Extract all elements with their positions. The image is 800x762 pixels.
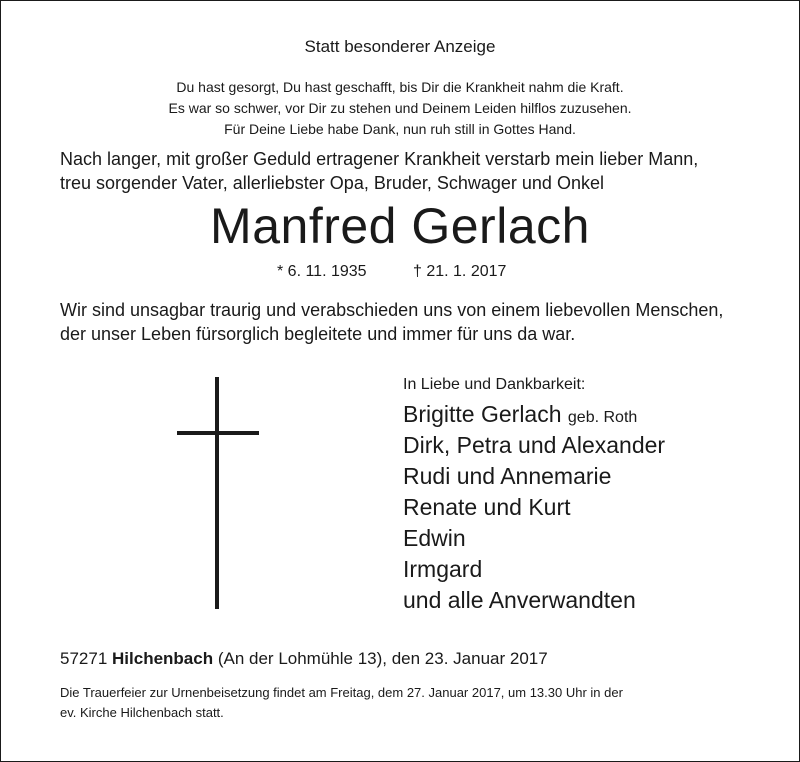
place-and-date <box>60 649 548 669</box>
mourner-entry: Rudi und Annemarie <box>403 463 612 489</box>
death-announcement <box>60 147 698 195</box>
birth-date: * 6. 11. 1935 <box>277 263 367 280</box>
tribute-line: Wir sind unsagbar traurig und verabschieden uns von einem liebevollen Menschen, <box>60 300 724 320</box>
deceased-name: Manfred Gerlach <box>210 198 590 254</box>
cross-horizontal-beam <box>177 431 259 435</box>
town: Hilchenbach <box>112 649 214 668</box>
poem-line: Du hast gesorgt, Du hast geschafft, bis Dir die Krankheit nahm die Kraft. <box>176 79 624 95</box>
poem-line: Für Deine Liebe habe Dank, nun ruh still in Gottes Hand. <box>224 121 576 137</box>
funeral-info-line: ev. Kirche Hilchenbach statt. <box>60 705 224 720</box>
mourner-entry: Dirk, Petra und Alexander <box>403 432 666 458</box>
funeral-info <box>60 683 623 723</box>
poem-line: Es war so schwer, vor Dir zu stehen und Deinem Leiden hilflos zuzusehen. <box>168 100 632 116</box>
mourner-entry: und alle Anverwandten <box>403 587 636 613</box>
mourners-lead: In Liebe und Dankbarkeit: <box>403 376 586 393</box>
announcement-line: Nach langer, mit großer Geduld ertragener Krankheit verstarb mein lieber Mann, <box>60 149 699 169</box>
cross-vertical-beam <box>215 377 219 609</box>
mourner-entry: Renate und Kurt <box>403 494 571 520</box>
tribute-line: der unser Leben fürsorglich begleitete und immer für uns da war. <box>60 324 576 344</box>
postcode: 57271 <box>60 649 108 668</box>
funeral-info-line: Die Trauerfeier zur Urnenbeisetzung findet am Freitag, dem 27. Januar 2017, um 13.30 Uhr in der <box>60 685 623 700</box>
mourner-entry: Edwin <box>403 525 466 551</box>
announcement-line: treu sorgender Vater, allerliebster Opa, Bruder, Schwager und Onkel <box>60 173 604 193</box>
mourner-entry: Irmgard <box>403 556 483 582</box>
notice-header: Statt besonderer Anzeige <box>304 37 496 56</box>
memorial-poem <box>1 77 799 140</box>
tribute-text <box>60 298 723 346</box>
death-date: † 21. 1. 2017 <box>413 263 507 280</box>
widow-maiden-name: geb. Roth <box>567 409 638 426</box>
widow-name: Brigitte Gerlach <box>403 401 562 427</box>
mourners-list <box>403 371 665 616</box>
address-and-date: (An der Lohmühle 13), den 23. Januar 2017 <box>217 649 548 668</box>
mourner-widow <box>403 399 665 430</box>
